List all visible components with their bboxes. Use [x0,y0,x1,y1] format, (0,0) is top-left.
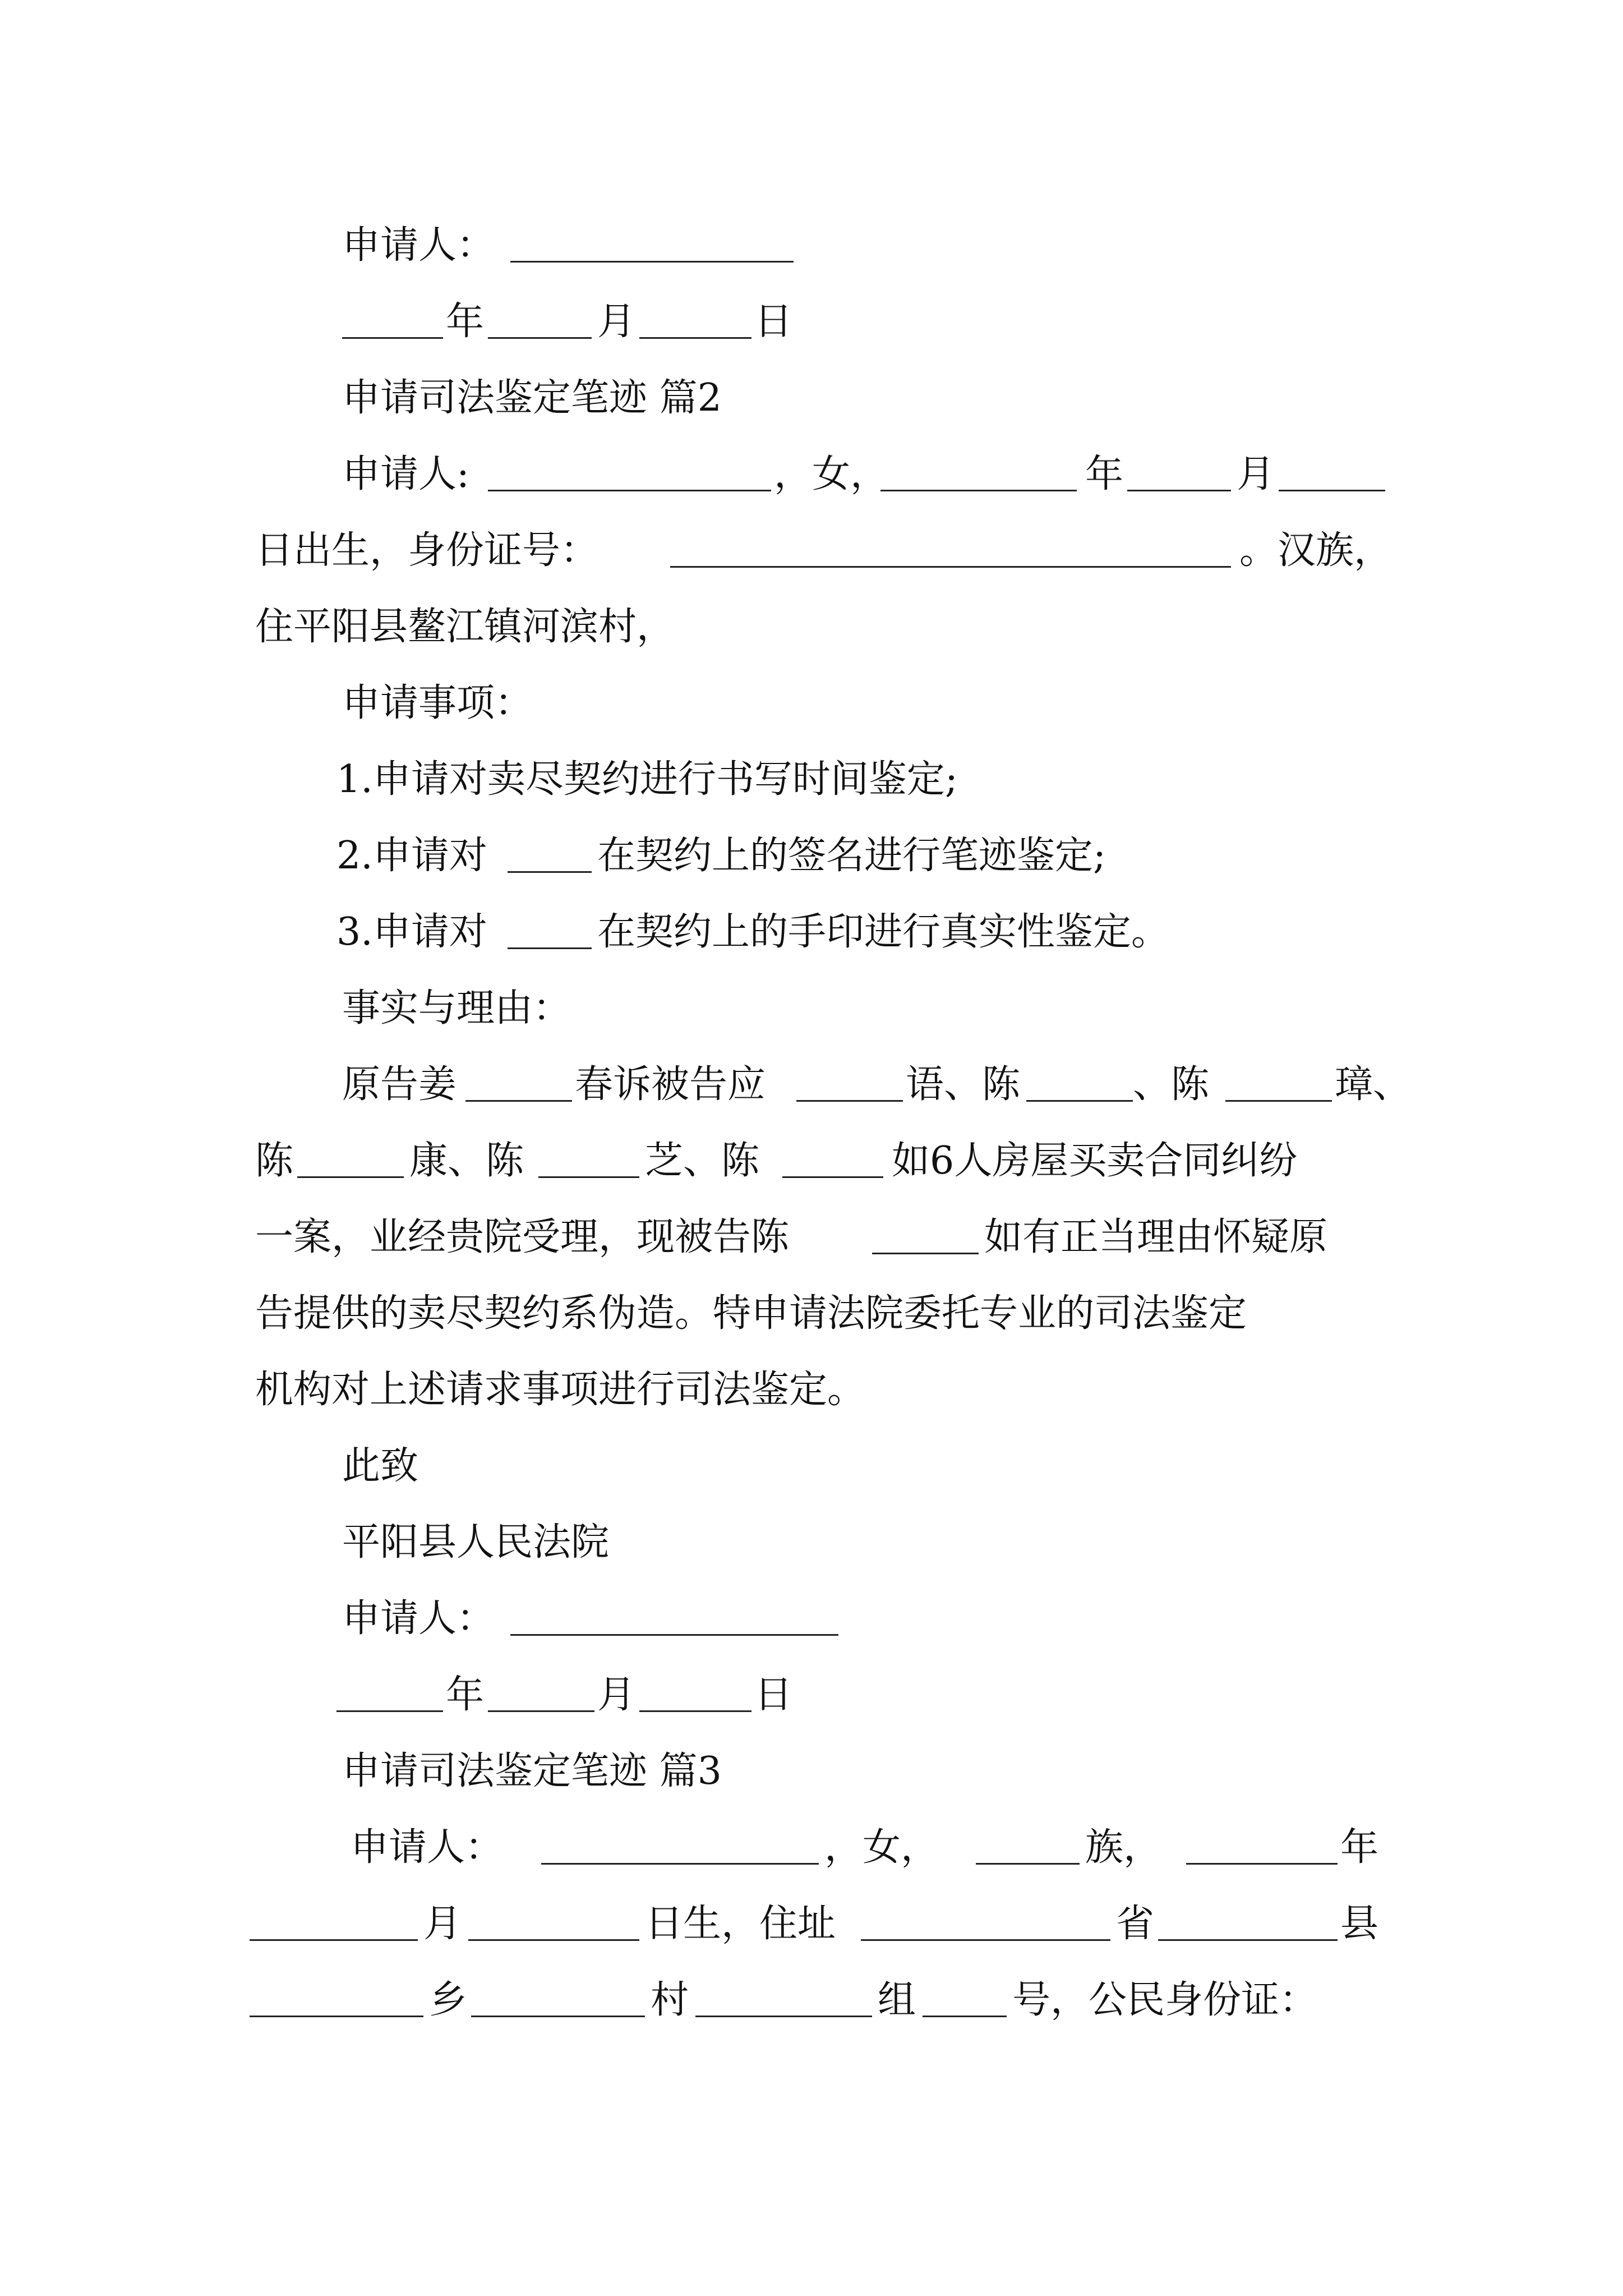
date-line [0,1664,1623,1726]
blank-field [471,2016,645,2017]
text-segment: 乡 [429,1978,468,2022]
blank-field [639,1710,751,1712]
text-segment: 日出生，身份证号： [255,528,599,573]
month-label: 月 [423,1902,462,1946]
paragraph-line [0,1283,1623,1345]
text-segment: 在契约上的手印进行真实性鉴定。 [597,910,1170,954]
text-segment: 平阳县人民法院 [342,1520,610,1565]
heading-text: 申请司法鉴定笔迹 篇3 [342,1749,722,1793]
paragraph-line [0,978,1623,1039]
year-label: 年 [446,1673,485,1717]
year-label: 年 [446,300,485,344]
heading-text: 申请司法鉴定笔迹 篇2 [342,376,722,420]
text-segment: 申请事项： [342,681,533,725]
blank-field [488,1710,594,1712]
text-segment: 璋、 [1335,1062,1412,1107]
blank-field [508,947,592,949]
blank-field [250,1939,418,1941]
month-label: 月 [597,1673,636,1717]
blank-field [297,1176,404,1178]
paragraph-line [0,1130,1623,1192]
blank-field [639,337,751,339]
text-segment: 2.申请对 [336,834,487,878]
paragraph-line [0,1435,1623,1497]
text-segment: 春诉被告应 [575,1062,766,1107]
blank-field [1158,1939,1338,1941]
text-segment: 。汉族， [1239,528,1393,573]
year-label: 年 [1340,1825,1379,1870]
blank-field [510,261,794,263]
blank-field [468,1939,639,1941]
blank-field [1026,1100,1133,1102]
blank-field [695,2016,872,2017]
paragraph-line [0,1054,1623,1116]
blank-field [510,1634,838,1636]
text-segment: ，女， [774,452,889,496]
blank-field [508,871,592,873]
text-segment: 此致 [342,1444,419,1488]
blank-field [336,1710,443,1712]
paragraph-line [0,1207,1623,1268]
text-segment: 一案，业经贵院受理，现被告陈 [255,1215,790,1259]
text-segment: 如有正当理由怀疑原 [984,1215,1328,1259]
blank-field [538,1176,639,1178]
blank-field [1127,490,1231,491]
applicant-label: 申请人： [342,223,495,268]
text-segment: 日生，住址 [645,1902,836,1946]
month-label: 月 [1237,452,1275,496]
blank-field [1225,1100,1332,1102]
blank-field [1279,490,1385,491]
text-segment: 组 [878,1978,916,2022]
text-segment: 芝、陈 [645,1139,760,1183]
text-segment: 住平阳县鳌江镇河滨村， [255,605,675,649]
text-segment: 康、陈 [409,1139,524,1183]
blank-field [1186,1863,1338,1865]
section-heading [0,367,1623,429]
paragraph-line [0,825,1623,887]
day-label: 日 [754,1673,793,1717]
text-segment: ，女， [824,1825,939,1870]
paragraph-line [0,596,1623,658]
blank-field [670,566,1231,568]
blank-field [923,2016,1007,2017]
paragraph-line [0,1817,1623,1879]
applicant-signature-line [0,1588,1623,1650]
blank-field [250,2016,423,2017]
applicant-signature-line [0,215,1623,277]
year-label: 年 [1085,452,1124,496]
text-segment: 1.申请对卖尽契约进行书写时间鉴定; [336,757,958,802]
blank-field [342,337,443,339]
day-label: 日 [754,300,793,344]
paragraph-line [0,673,1623,734]
paragraph-line [0,749,1623,811]
paragraph-line [0,1970,1623,2031]
text-segment: 县 [1340,1902,1379,1946]
date-line [0,291,1623,353]
blank-field [488,337,592,339]
text-segment: 申请人： [351,1825,504,1870]
blank-field [488,490,771,491]
blank-field [861,1939,1110,1941]
text-segment: 族， [1085,1825,1162,1870]
text-segment: 申请人: [342,452,469,496]
blank-field [465,1100,572,1102]
paragraph-line [0,901,1623,963]
text-segment: 省 [1116,1902,1155,1946]
text-segment: 号，公民身份证： [1012,1978,1318,2022]
text-segment: 事实与理由： [342,986,571,1030]
paragraph-line [0,444,1623,505]
paragraph-line [0,520,1623,582]
section-heading [0,1741,1623,1802]
paragraph-line [0,1893,1623,1955]
blank-field [782,1176,883,1178]
text-segment: 、陈 [1133,1062,1210,1107]
text-segment: 村 [651,1978,689,2022]
text-segment: 陈 [255,1139,294,1183]
month-label: 月 [597,300,636,344]
text-segment: 如6人房屋买卖合同纠纷 [892,1139,1298,1183]
blank-field [872,1253,979,1254]
paragraph-line [0,1359,1623,1421]
text-segment: 3.申请对 [336,910,487,954]
text-segment: 语、陈 [906,1062,1021,1107]
applicant-label: 申请人： [342,1596,495,1641]
text-segment: 机构对上述请求事项进行司法鉴定。 [255,1368,866,1412]
paragraph-line [0,1512,1623,1573]
blank-field [880,490,1077,491]
blank-field [976,1863,1080,1865]
blank-field [541,1863,819,1865]
text-segment: 原告姜 [342,1062,457,1107]
text-segment: 告提供的卖尽契约系伪造。特申请法院委托专业的司法鉴定 [255,1291,1247,1336]
blank-field [796,1100,903,1102]
text-segment: 在契约上的签名进行笔迹鉴定; [597,834,1106,878]
